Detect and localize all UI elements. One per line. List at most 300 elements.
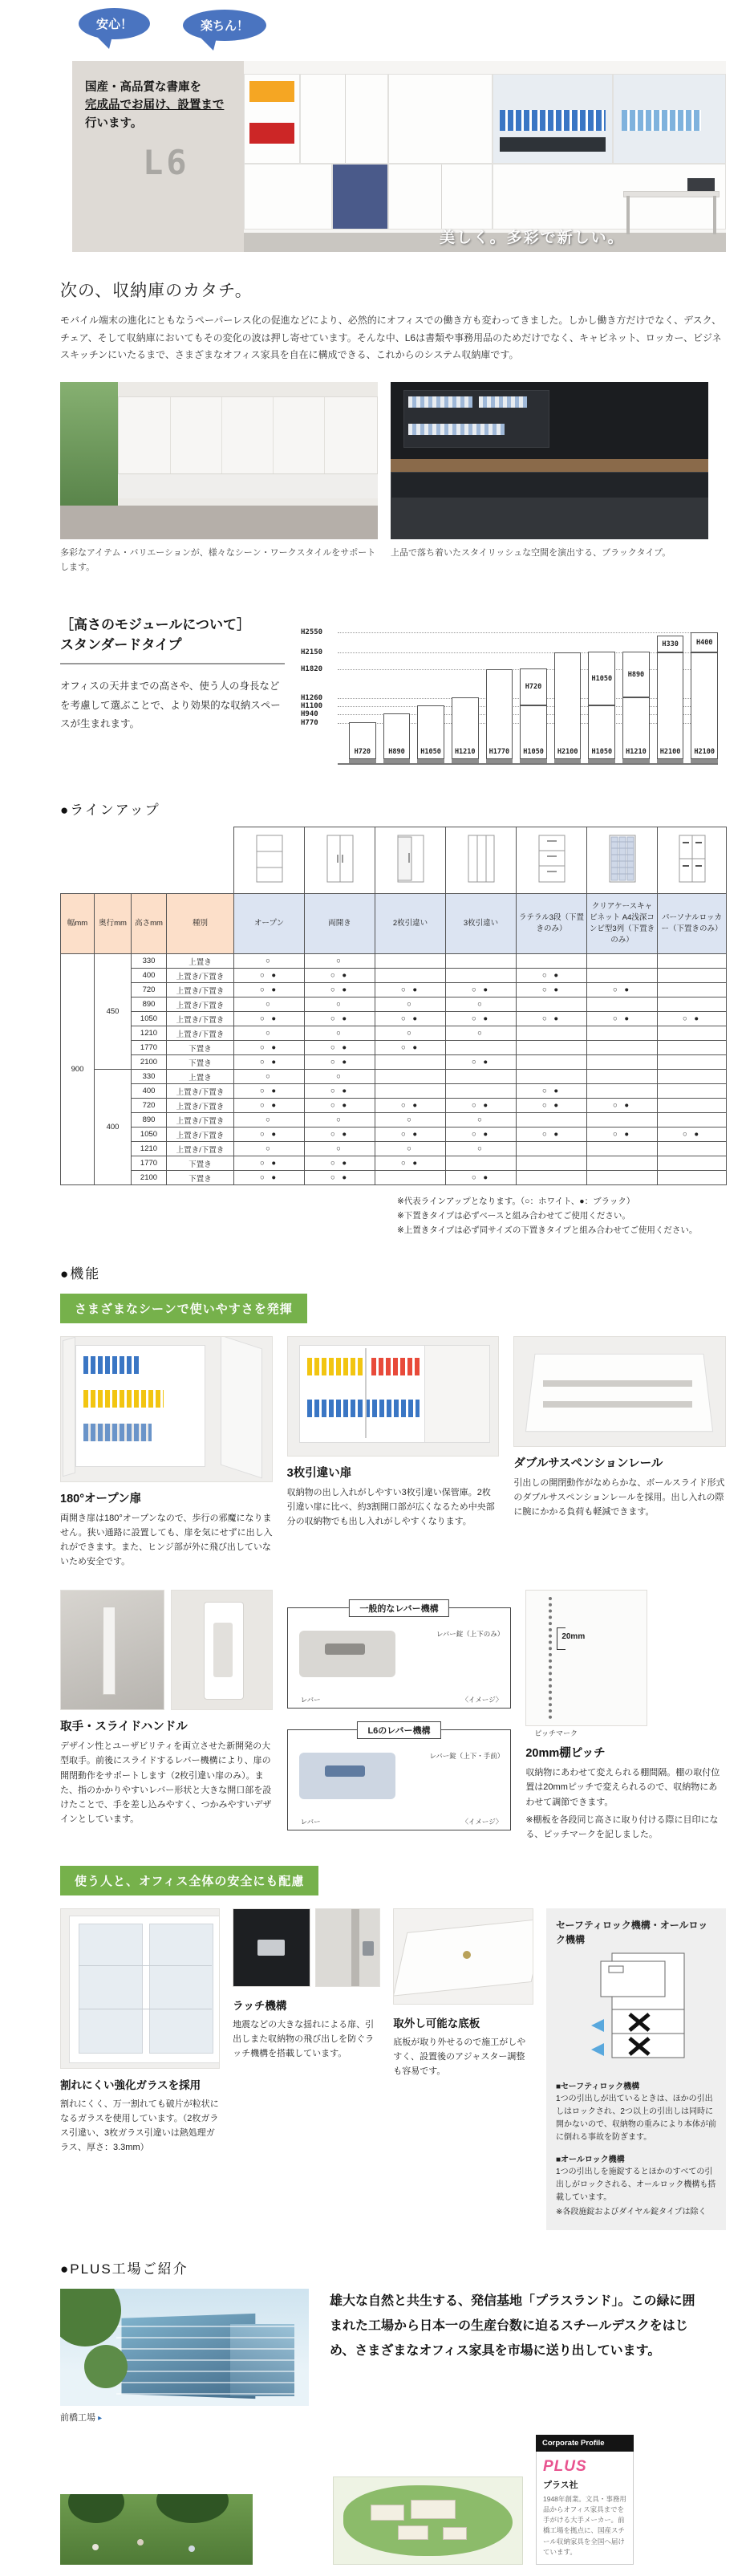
rail xyxy=(543,1401,692,1408)
mark-cell: ○ ● xyxy=(234,1041,305,1055)
type-cell: 上置き/下置き xyxy=(167,997,234,1012)
mark-cell: ○ xyxy=(446,1026,517,1041)
height-cell: 330 xyxy=(132,1070,167,1084)
height-cell: 890 xyxy=(132,997,167,1012)
feature-open-door xyxy=(60,1336,273,1570)
mark-cell xyxy=(446,1084,517,1099)
lever-box-l6 xyxy=(287,1726,512,1830)
safety-photo-latch-rail xyxy=(315,1908,380,1987)
bar xyxy=(657,636,684,763)
mark-cell: ○ ● xyxy=(375,1156,446,1171)
speech-bubble-rakuchin xyxy=(183,10,266,41)
feature-title: 3枚引違い扉 xyxy=(286,1466,352,1480)
bar-segment: H1050 xyxy=(520,705,547,759)
lead-copy xyxy=(85,79,244,132)
mark-cell: ○ xyxy=(305,954,375,969)
height-cell: 890 xyxy=(132,1113,167,1128)
feature-suspension-rail xyxy=(513,1336,726,1570)
mark-cell: ○ ● xyxy=(375,983,446,997)
corporate-profile-body xyxy=(536,2452,634,2565)
mark-cell xyxy=(658,1156,727,1171)
lever-box-generic xyxy=(287,1604,512,1709)
bar-segment: H890 xyxy=(622,652,650,697)
type-cell: 上置き xyxy=(167,1070,234,1084)
mark-cell: ○ ● xyxy=(517,1012,587,1026)
binders xyxy=(83,1424,152,1441)
image-note: 〈イメージ〉 xyxy=(461,1696,503,1704)
mark-cell xyxy=(587,969,658,983)
rail xyxy=(351,1909,359,1986)
feature-desc: デザイン性とユーザビリティを両立させた新開発の大型取手。前後にスライドするレバー機構により、扉の開閉動作をサポートします（2枚引違い扉のみ）。また、指のかかりやすいレバー形状と大きな開口部を設けたことで、手を差し込みやすく、つかみやすいデザインとしています。 xyxy=(60,1741,272,1824)
floor xyxy=(60,506,378,539)
module-title xyxy=(60,616,301,655)
drawer-open xyxy=(525,1354,713,1432)
mark-cell xyxy=(658,1055,727,1070)
binders-dark xyxy=(500,137,606,152)
feature-photo-pitch xyxy=(525,1590,647,1738)
hero-left-panel xyxy=(72,61,244,252)
binders-blue xyxy=(500,110,606,131)
safety-latch xyxy=(233,1908,380,2230)
feature-photo-open-door xyxy=(60,1336,273,1482)
height-cell: 1050 xyxy=(132,1128,167,1142)
mark-cell: ○ xyxy=(305,1070,375,1084)
bar xyxy=(554,652,582,763)
bar xyxy=(417,705,444,763)
mark-cell xyxy=(446,954,517,969)
latch xyxy=(363,1941,374,1956)
bar-segment: H1770 xyxy=(486,669,513,759)
type-cell: 上置き/下置き xyxy=(167,969,234,983)
l6-logo: L6 xyxy=(143,143,190,182)
bar xyxy=(452,697,479,763)
table-row xyxy=(61,969,727,983)
mark-cell xyxy=(658,1113,727,1128)
mark-cell: ○ xyxy=(375,1113,446,1128)
mark-cell xyxy=(658,1142,727,1156)
mark-cell: ○ xyxy=(305,1026,375,1041)
product-icon-open xyxy=(234,827,305,894)
binders xyxy=(307,1358,363,1375)
lineup-heading: ●ラインアップ xyxy=(60,802,160,819)
mark-cell xyxy=(375,1171,446,1185)
mark-cell xyxy=(517,1026,587,1041)
table-row xyxy=(61,1156,727,1171)
speech-bubble-anshin xyxy=(79,8,150,39)
type-cell: 下置き xyxy=(167,1055,234,1070)
mark-cell: ○ xyxy=(234,1113,305,1128)
table-row xyxy=(61,983,727,997)
axis-label: H2150 xyxy=(301,648,323,657)
mark-cell xyxy=(587,1026,658,1041)
caption-text: 前橋工場 xyxy=(60,2412,95,2423)
mark-cell: ○ ● xyxy=(517,1084,587,1099)
glass-pane xyxy=(149,1924,213,2054)
lead-line1: 国産・高品質な書庫を xyxy=(85,81,201,94)
mark-cell xyxy=(517,997,587,1012)
axis-label: H940 xyxy=(301,710,318,719)
depth-cell: 400 xyxy=(95,1070,132,1185)
mark-cell: ○ ● xyxy=(517,1128,587,1142)
product-icon-sliding2 xyxy=(375,827,446,894)
type-cell: 上置き/下置き xyxy=(167,1113,234,1128)
note-line: ※上置きタイプは必ず同サイズの下置きタイプと組み合わせてご使用ください。 xyxy=(397,1225,698,1235)
product-images-row xyxy=(61,827,727,894)
door-line xyxy=(441,165,442,229)
mark-cell: ○ ● xyxy=(517,969,587,983)
safety-photo-bottom-plate xyxy=(393,1908,533,2005)
mark-cell: ○ ● xyxy=(305,1099,375,1113)
mark-cell: ○ ● xyxy=(587,1099,658,1113)
binders xyxy=(83,1356,140,1374)
mark-cell: ○ ● xyxy=(446,1099,517,1113)
pedestal xyxy=(388,164,493,230)
mark-cell xyxy=(587,1084,658,1099)
mark-cell: ○ ● xyxy=(234,1156,305,1171)
col-header: パーソナルロッカー（下置きのみ） xyxy=(658,894,727,954)
mark-cell: ○ ● xyxy=(234,1084,305,1099)
company-name: プラス社 xyxy=(543,2480,578,2490)
col-header: 奥行mm xyxy=(95,894,132,954)
binders xyxy=(479,396,527,408)
mark-cell: ○ ● xyxy=(517,983,587,997)
type-cell: 上置き/下置き xyxy=(167,1099,234,1113)
door-line xyxy=(273,397,274,474)
type-cell: 上置き/下置き xyxy=(167,1012,234,1026)
binders xyxy=(83,1390,164,1408)
binders xyxy=(408,396,472,408)
mark-cell xyxy=(517,954,587,969)
feature-photo-hand xyxy=(60,1590,164,1710)
feature-title: 取手・スライドハンドル xyxy=(60,1721,188,1734)
axis-label: H1820 xyxy=(301,665,323,674)
mark-cell: ○ ● xyxy=(658,1128,727,1142)
mark-cell xyxy=(446,1041,517,1055)
bar-base xyxy=(622,759,650,763)
mark-cell: ○ ● xyxy=(446,1012,517,1026)
mark-cell: ○ ● xyxy=(446,983,517,997)
col-header: 幅mm xyxy=(61,894,95,954)
features-heading: ●機能 xyxy=(60,1266,101,1282)
bar-segment: H2100 xyxy=(657,652,684,759)
door-line xyxy=(170,397,171,474)
pitch-holes xyxy=(549,1597,552,1719)
binders-red xyxy=(249,123,294,144)
mark-cell: ○ ● xyxy=(305,983,375,997)
wood-counter xyxy=(391,459,708,472)
scene-photos xyxy=(60,382,754,539)
mark-cell xyxy=(517,1171,587,1185)
type-cell: 上置き/下置き xyxy=(167,1142,234,1156)
person xyxy=(188,2546,195,2552)
mark-cell: ○ xyxy=(446,997,517,1012)
bar-segment: H1050 xyxy=(588,652,615,705)
map-building xyxy=(371,2505,404,2521)
tree xyxy=(156,2494,229,2523)
hero-desk xyxy=(623,191,720,236)
glass-pane xyxy=(79,1924,143,2054)
safety-bottom-plate xyxy=(393,1908,533,2230)
mark-cell: ○ ● xyxy=(375,1099,446,1113)
width-cell: 900 xyxy=(61,954,95,1185)
height-cell: 400 xyxy=(132,1084,167,1099)
feature-photo-sliding3 xyxy=(287,1336,500,1457)
mark-cell: ○ xyxy=(375,1142,446,1156)
mark-cell: ○ ● xyxy=(446,1055,517,1070)
handle-bar xyxy=(103,1607,116,1695)
mark-cell: ○ ● xyxy=(305,1055,375,1070)
mark-cell xyxy=(517,1070,587,1084)
type-cell: 上置き/下置き xyxy=(167,1084,234,1099)
table-row xyxy=(61,954,727,969)
col-header: 2枚引違い xyxy=(375,894,446,954)
mark-cell xyxy=(587,1070,658,1084)
mark-cell xyxy=(375,1055,446,1070)
door-line xyxy=(324,397,325,474)
caption-left: 多彩なアイテム・バリエーションが、様々なシーン・ワークスタイルをサポートします。 xyxy=(60,547,376,573)
note-line: ※下置きタイプは必ずベースと組み合わせてご使用ください。 xyxy=(397,1211,630,1221)
binders-orange xyxy=(249,81,294,102)
feature-pitch xyxy=(525,1590,726,1842)
height-cell: 2100 xyxy=(132,1171,167,1185)
type-cell: 上置き/下置き xyxy=(167,983,234,997)
mark-cell: ○ ● xyxy=(234,1099,305,1113)
bar-base xyxy=(657,759,684,763)
factory-heading: ●PLUS工場ご紹介 xyxy=(60,2261,188,2277)
feature-row-2 xyxy=(60,1590,726,1842)
height-cell: 720 xyxy=(132,1099,167,1113)
lever-handle xyxy=(325,1765,365,1777)
table-row xyxy=(61,1070,727,1084)
header-row xyxy=(61,894,727,954)
mark-cell: ○ ● xyxy=(446,1171,517,1185)
safety-title: 割れにくい強化ガラスを採用 xyxy=(60,2078,201,2091)
lock-diagram xyxy=(556,1947,716,2067)
cabinet-glass xyxy=(493,74,613,164)
white-cabinets xyxy=(118,396,378,475)
laptop xyxy=(687,178,715,191)
safety-photo-glass xyxy=(60,1908,220,2069)
binders-lightblue xyxy=(622,110,701,131)
mark-cell: ○ ● xyxy=(375,1012,446,1026)
module-paragraph: オフィスの天井までの高さや、使う人の身長などを考慮して選ぶことで、より効果的な収納スペースが生まれます。 xyxy=(60,681,281,729)
open-door-panel xyxy=(63,1336,75,1477)
type-cell: 上置き xyxy=(167,954,234,969)
mark-cell: ○ xyxy=(305,1142,375,1156)
factory-photo-lawn xyxy=(60,2494,253,2565)
sliding-door xyxy=(424,1345,490,1443)
bubble-text: 安心！ xyxy=(96,18,133,31)
feature-title: 180°オープン扉 xyxy=(60,1492,142,1505)
safety-title: 取外し可能な底板 xyxy=(393,2017,480,2030)
mark-cell xyxy=(587,1055,658,1070)
table-row xyxy=(61,1084,727,1099)
dimension-label: 20mm xyxy=(561,1632,586,1642)
mark-cell xyxy=(587,954,658,969)
lineup-notes xyxy=(397,1195,726,1238)
mark-cell: ○ ● xyxy=(234,1055,305,1070)
height-module-section xyxy=(60,616,726,768)
feature-sliding3 xyxy=(287,1336,500,1570)
lead-line2: 完成品でお届け、設置まで xyxy=(85,99,225,112)
tree xyxy=(60,2289,121,2346)
bar-base xyxy=(554,759,582,763)
mark-cell xyxy=(587,1142,658,1156)
corporate-profile-header: Corporate Profile xyxy=(536,2435,634,2452)
mark-cell xyxy=(658,969,727,983)
bar xyxy=(486,669,513,763)
bar xyxy=(588,652,615,763)
col-header: ラテラル3段（下置きのみ） xyxy=(517,894,587,954)
bar-segment: H720 xyxy=(349,722,376,759)
bar xyxy=(520,668,547,763)
col-header: 高さmm xyxy=(132,894,167,954)
depth-cell: 450 xyxy=(95,954,132,1070)
mark-cell: ○ ● xyxy=(305,1012,375,1026)
feature-photo-handle-closeup xyxy=(171,1590,273,1710)
bar-segment: H1050 xyxy=(588,705,615,759)
safety-title: ラッチ機構 xyxy=(233,1999,287,2012)
bubble-text: 楽ちん！ xyxy=(201,19,249,33)
safety-banner: 使う人と、オフィス全体の安全にも配慮 xyxy=(60,1866,318,1895)
scene-photo-black xyxy=(391,382,708,539)
mark-cell: ○ ● xyxy=(587,983,658,997)
header-block xyxy=(0,0,754,254)
lever-label: レバー xyxy=(300,1696,321,1704)
mark-cell: ○ ● xyxy=(305,1084,375,1099)
factory-photo-building xyxy=(60,2289,309,2406)
col-header: 両開き xyxy=(305,894,375,954)
axis-label: H2550 xyxy=(301,628,323,637)
mark-cell: ○ xyxy=(234,997,305,1012)
mark-cell: ○ xyxy=(305,1113,375,1128)
axis-label: H1260 xyxy=(301,694,323,703)
height-cell: 330 xyxy=(132,954,167,969)
mark-cell: ○ ● xyxy=(517,1099,587,1113)
product-icon-clearcase xyxy=(587,827,658,894)
lever-diagrams xyxy=(287,1590,512,1842)
col-header: オープン xyxy=(234,894,305,954)
safety-desc: 地震などの大きな揺れによる扉、引出しまた収納物の飛び出しを防ぐラッチ機構を搭載しています。 xyxy=(233,2019,375,2059)
cabinet-glass xyxy=(613,74,726,164)
hero-banner xyxy=(72,61,726,252)
hero-tagline: 美しく。多彩で新しい。 xyxy=(440,230,625,246)
height-cell: 1770 xyxy=(132,1156,167,1171)
hero-photo xyxy=(244,61,726,252)
shelf-line xyxy=(79,1965,212,1966)
photo-caption xyxy=(60,2411,309,2424)
mark-cell: ○ ● xyxy=(234,1128,305,1142)
mark-cell: ○ xyxy=(234,954,305,969)
mark-cell xyxy=(658,954,727,969)
mark-cell: ○ xyxy=(446,1142,517,1156)
mark-cell xyxy=(375,1070,446,1084)
table-row xyxy=(61,1012,727,1026)
bubble-tail xyxy=(96,36,112,49)
mark-cell xyxy=(587,1041,658,1055)
page-title: 次の、収納庫のカタチ。 xyxy=(60,282,253,300)
plus-logo: PLUS xyxy=(543,2457,587,2475)
product-icon-hinged xyxy=(305,827,375,894)
person xyxy=(137,2539,144,2546)
pitch-mark-label: ピッチマーク xyxy=(534,1729,578,1738)
mark-cell xyxy=(587,1113,658,1128)
bar xyxy=(349,722,376,763)
note-line: ※代表ラインアップとなります。（○：ホワイト、●：ブラック） xyxy=(397,1197,635,1207)
baseline xyxy=(338,763,718,765)
bar-segment: H330 xyxy=(657,636,684,652)
bar-base xyxy=(486,759,513,763)
bubble-tail xyxy=(201,38,217,51)
alllock-note-title: ■オールロック機構 xyxy=(556,2155,625,2164)
feature-photo-rail xyxy=(513,1336,726,1447)
col-header: クリアケースキャビネット A4浅深コンビ型3列（下置きのみ） xyxy=(587,894,658,954)
caption-right: 上品で落ち着いたスタイリッシュな空間を演出する、ブラックタイプ。 xyxy=(391,547,671,558)
feature-desc: 収納物の出し入れがしやすい3枚引違い保管庫。2枚引違い扉に比べ、約3割開口部が広くなるため中央部分の収納物でも出し入れがしやすくなります。 xyxy=(286,1487,495,1526)
bar-base xyxy=(383,759,411,763)
axis-label: H770 xyxy=(301,719,318,728)
tree xyxy=(84,2345,128,2388)
lock-plate xyxy=(257,1940,285,1956)
floor xyxy=(391,498,708,539)
height-cell: 2100 xyxy=(132,1055,167,1070)
mark-cell: ○ ● xyxy=(375,1128,446,1142)
scene-photo-white xyxy=(60,382,378,539)
feature-desc: 収納物にあわせて変えられる棚間隔。棚の取付位置は20mmピッチで変えられるので、収納物にあわせて調節できます。 xyxy=(525,1768,720,1807)
facade-lines xyxy=(116,2316,294,2396)
feature-title: ダブルサスペンションレール xyxy=(513,1457,663,1470)
mark-cell: ○ ● xyxy=(305,1128,375,1142)
height-cell: 1770 xyxy=(132,1041,167,1055)
map-building xyxy=(443,2527,467,2540)
mark-cell xyxy=(658,1070,727,1084)
divider xyxy=(60,663,285,664)
feature-handle xyxy=(60,1590,273,1842)
height-diagram xyxy=(301,619,718,768)
mark-cell xyxy=(446,1070,517,1084)
mark-cell xyxy=(658,997,727,1012)
mark-cell: ○ ● xyxy=(375,1041,446,1055)
bar-base xyxy=(520,759,547,763)
mark-cell xyxy=(658,1041,727,1055)
mark-cell: ○ ● xyxy=(446,1128,517,1142)
door-rail xyxy=(365,1348,367,1438)
mark-cell: ○ ● xyxy=(587,1012,658,1026)
alllock-note: 1つの引出しを施錠するとほかのすべての引出しがロックされる、オールロック機構も搭載しています。 xyxy=(556,2167,716,2202)
lock-exception-note: ※各段施錠およびダイヤル錠タイプは除く xyxy=(556,2207,707,2216)
bar-segment: H1210 xyxy=(452,697,479,759)
mark-cell: ○ xyxy=(234,1070,305,1084)
bar-segment: H400 xyxy=(691,632,718,652)
company-desc: 1948年創業。文具・事務用品からオフィス家具までを手がける大手メーカー。前橋工場を拠点に、国産スチール収納家具を全国へ届けています。 xyxy=(543,2494,626,2556)
product-icon-locker xyxy=(658,827,727,894)
factory-row-1 xyxy=(60,2289,726,2424)
desk-top xyxy=(623,191,720,197)
table-row xyxy=(61,1128,727,1142)
hero-cabinets-upper xyxy=(244,74,726,164)
safetylock-note-title: ■セーフティロック機構 xyxy=(556,2082,640,2091)
door-line xyxy=(221,397,222,474)
product-icon-lateral xyxy=(517,827,587,894)
handle-recess xyxy=(213,1623,233,1677)
mark-cell xyxy=(658,983,727,997)
binders xyxy=(307,1400,420,1417)
mark-cell: ○ ● xyxy=(305,1171,375,1185)
bar-segment: H2100 xyxy=(691,652,718,759)
axis-label: H1100 xyxy=(301,702,323,711)
marker-icon: ▸ xyxy=(98,2413,103,2423)
height-cell: 400 xyxy=(132,969,167,983)
